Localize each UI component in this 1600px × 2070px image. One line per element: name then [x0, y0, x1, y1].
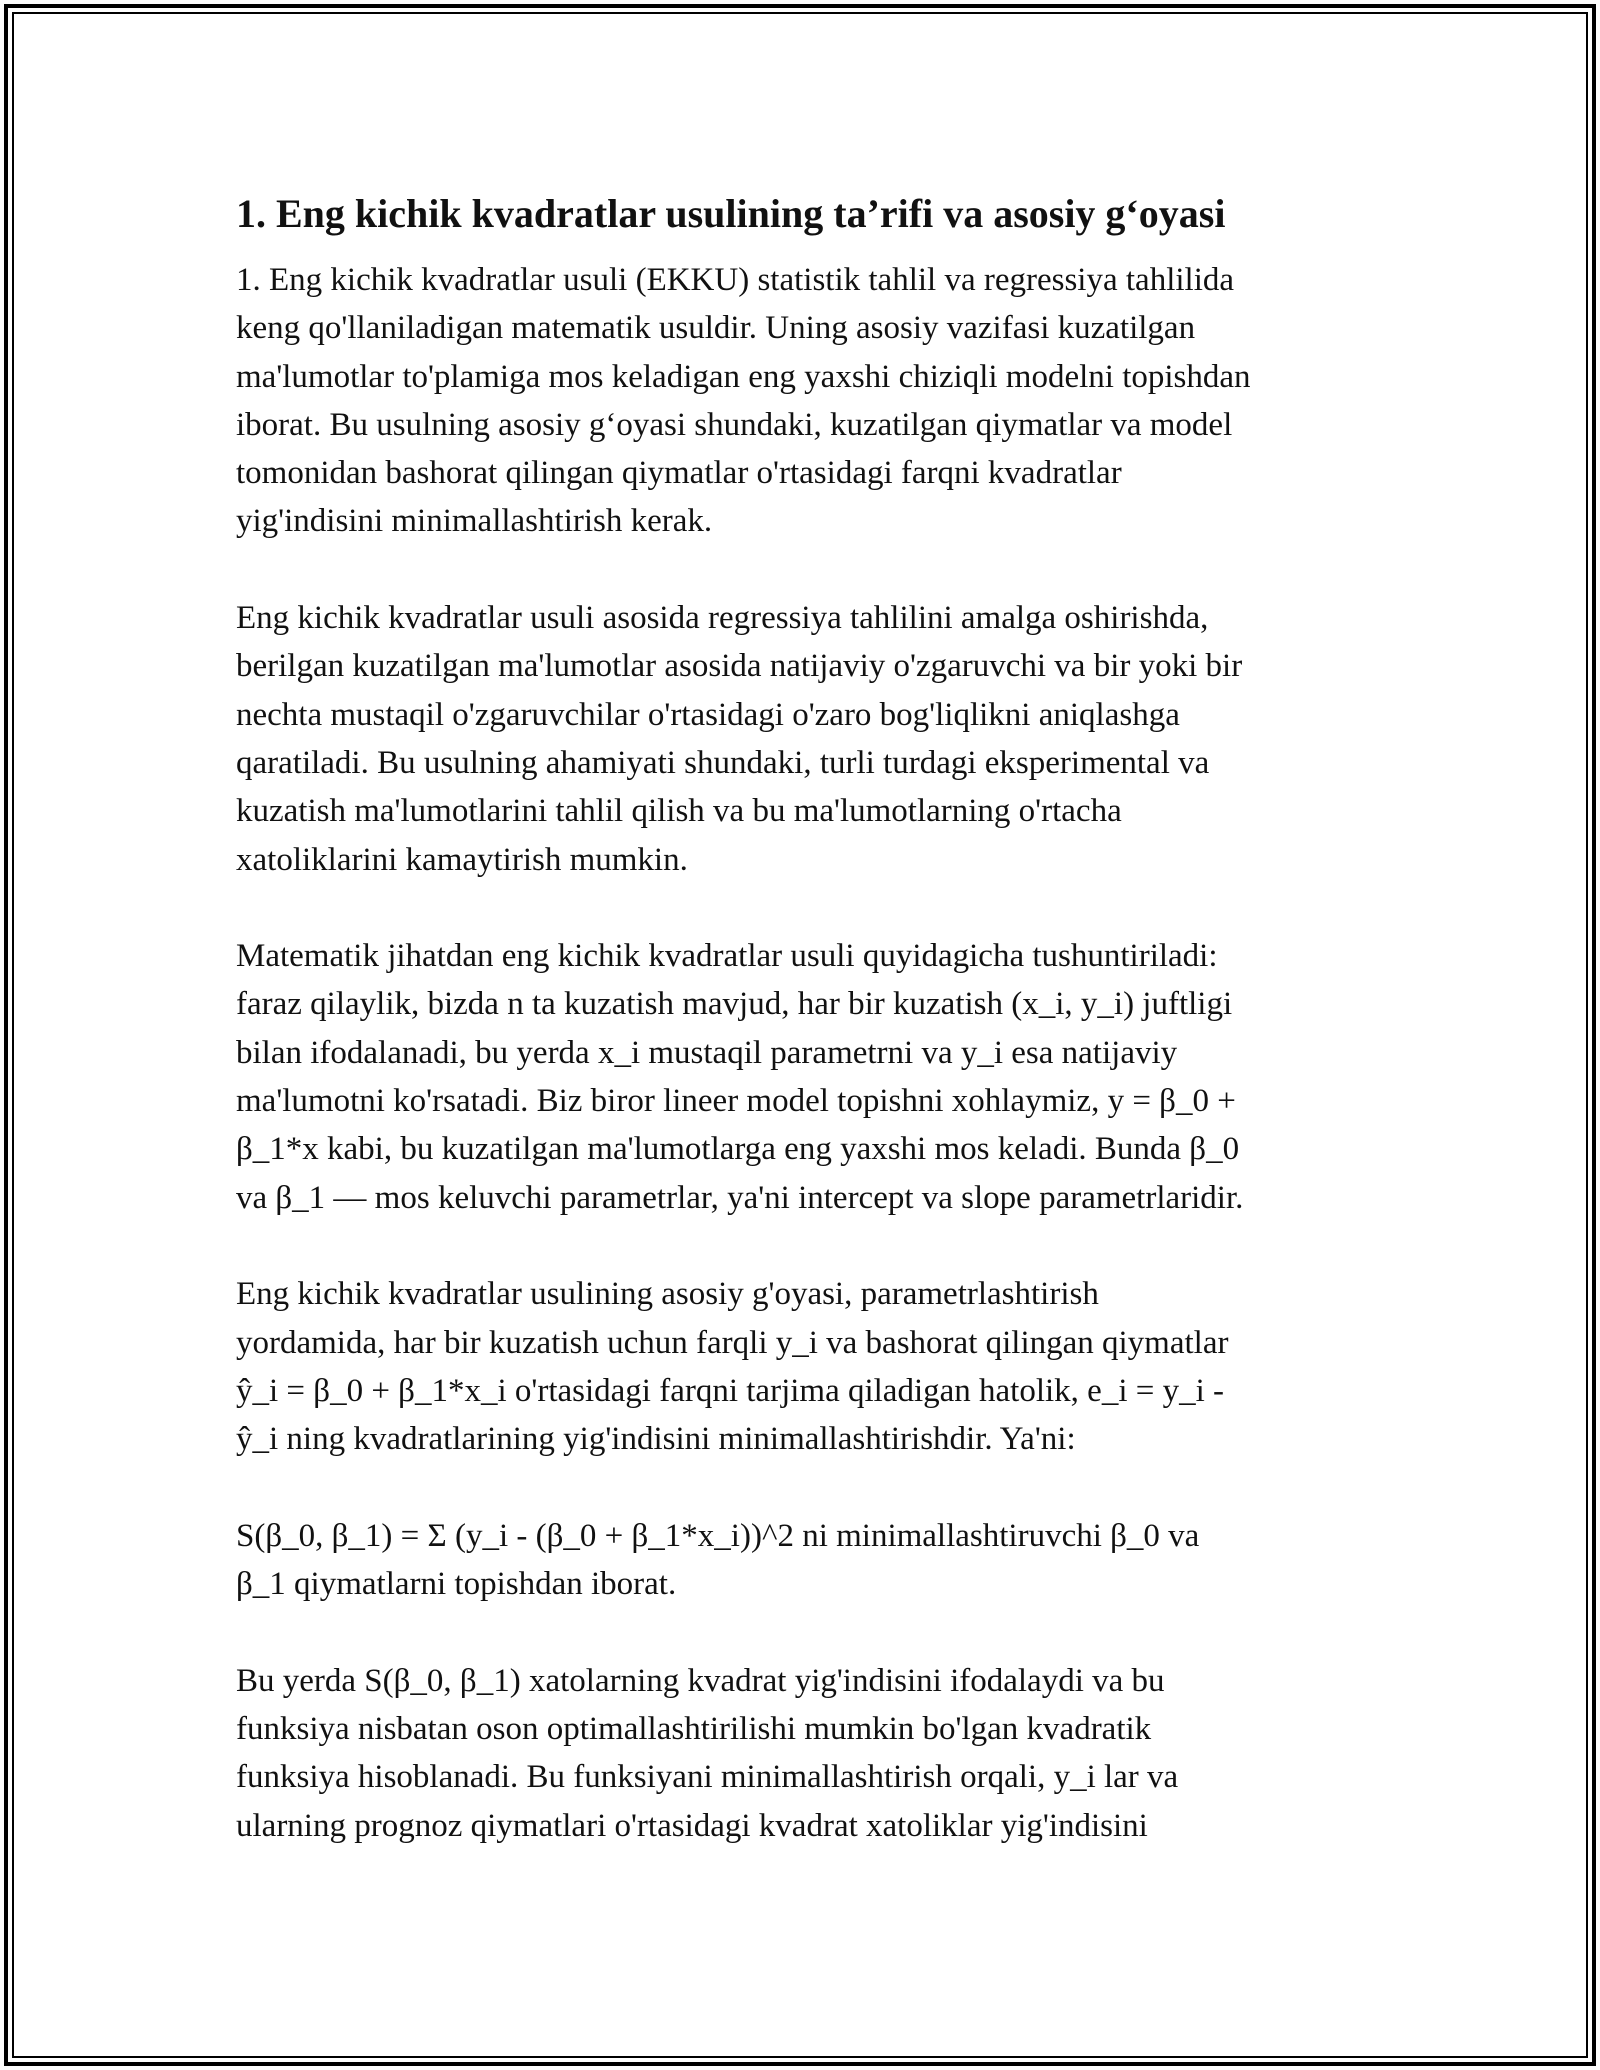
text-line: ŷ_i ning kvadratlarining yig'indisini minimallashtirishdir. Ya'ni: — [236, 1421, 1076, 1458]
text-line: Bu yerda S(β_0, β_1) xatolarning kvadrat yig'indisini ifodalaydi va bu — [236, 1662, 1165, 1699]
text-line: faraz qilaylik, bizda n ta kuzatish mavjud, har bir kuzatish (x_i, y_i) juftligi — [236, 986, 1233, 1023]
text-line: β_1 qiymatlarni topishdan iborat. — [236, 1566, 677, 1603]
section-heading: 1. Eng kichik kvadratlar usulining ta’rifi va asosiy g‘oyasi — [236, 191, 1226, 236]
text-line: kuzatish ma'lumotlarini tahlil qilish va bu ma'lumotlarning o'rtacha — [236, 793, 1122, 830]
text-line: yordamida, har bir kuzatish uchun farqli y_i va bashorat qilingan qiymatlar — [236, 1324, 1229, 1361]
text-line: ularning prognoz qiymatlari o'rtasidagi kvadrat xatoliklar yig'indisini — [236, 1807, 1148, 1844]
text-line: funksiya nisbatan oson optimallashtirilishi mumkin bo'lgan kvadratik — [236, 1710, 1152, 1747]
text-line: yig'indisini minimallashtirish kerak. — [236, 503, 713, 540]
text-line: berilgan kuzatilgan ma'lumotlar asosida natijaviy o'zgaruvchi va bir yoki bir — [236, 648, 1243, 685]
text-line: S(β_0, β_1) = Σ (y_i - (β_0 + β_1*x_i))^2 ni minimallashtiruvchi β_0 va — [236, 1517, 1200, 1554]
text-line: tomonidan bashorat qilingan qiymatlar o'rtasidagi farqni kvadratlar — [236, 455, 1122, 492]
paragraph-mathematical — [236, 932, 1366, 1222]
text-line: xatoliklarini kamaytirish mumkin. — [236, 841, 688, 878]
text-line: nechta mustaqil o'zgaruvchilar o'rtasidagi o'zaro bog'liqlikni aniqlashga — [236, 696, 1180, 733]
text-line: va β_1 — mos keluvchi parametrlar, ya'ni intercept va slope parametrlaridir. — [236, 1179, 1244, 1216]
text-line: funksiya hisoblanadi. Bu funksiyani minimallashtirish orqali, y_i lar va — [236, 1759, 1179, 1796]
paragraph-definition — [236, 256, 1366, 546]
document-page — [236, 182, 1366, 1898]
text-line: Matematik jihatdan eng kichik kvadratlar usuli quyidagicha tushuntiriladi: — [236, 938, 1218, 975]
text-line: keng qo'llaniladigan matematik usuldir. Uning asosiy vazifasi kuzatilgan — [236, 310, 1196, 347]
text-line: iborat. Bu usulning asosiy g‘oyasi shundaki, kuzatilgan qiymatlar va model — [236, 406, 1233, 443]
text-line: 1. Eng kichik kvadratlar usuli (EKKU) statistik tahlil va regressiya tahlilida — [236, 262, 1235, 298]
text-line: ma'lumotlar to'plamiga mos keladigan eng yaxshi chiziqli modelni topishdan — [236, 358, 1251, 395]
text-line: Eng kichik kvadratlar usulining asosiy g'oyasi, parametrlashtirish — [236, 1276, 1099, 1313]
paragraph-formula — [236, 1512, 1366, 1609]
text-line: ma'lumotni ko'rsatadi. Biz biror lineer model topishni xohlaymiz, y = β_0 + — [236, 1083, 1236, 1120]
text-line: qaratiladi. Bu usulning ahamiyati shundaki, turli turdagi eksperimental va — [236, 744, 1210, 781]
paragraph-regression — [236, 594, 1366, 884]
text-line: bilan ifodalanadi, bu yerda x_i mustaqil parametrni va y_i esa natijaviy — [236, 1034, 1178, 1071]
text-line: ŷ_i = β_0 + β_1*x_i o'rtasidagi farqni tarjima qiladigan hatolik, e_i = y_i - — [236, 1372, 1225, 1409]
text-line: Eng kichik kvadratlar usuli asosida regressiya tahlilini amalga oshirishda, — [236, 600, 1209, 637]
text-line: β_1*x kabi, bu kuzatilgan ma'lumotlarga eng yaxshi mos keladi. Bunda β_0 — [236, 1131, 1240, 1168]
paragraph-main-idea — [236, 1270, 1366, 1463]
paragraph-explanation — [236, 1657, 1366, 1850]
